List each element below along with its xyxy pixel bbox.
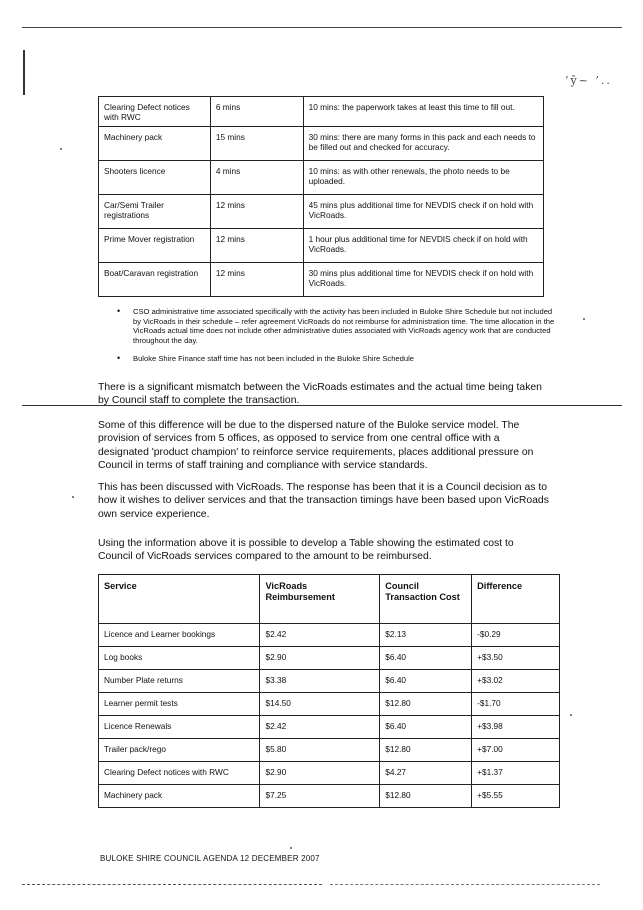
reimbursement-cell: $2.90	[260, 762, 380, 785]
actual-time-cell: 1 hour plus additional time for NEVDIS check if on hold with VicRoads.	[303, 229, 543, 263]
reimbursement-cell: $3.38	[260, 670, 380, 693]
scan-speck	[72, 496, 74, 498]
body-paragraph: Some of this difference will be due to the dispersed nature of the Buloke service model. The provision of services from 5 offices, as opposed to service from one central office with a designated 'product champion' to reinforce service requirements, places additional pressure on Council in terms of staff training and compliance with service standards.	[98, 420, 534, 472]
bottom-rule	[22, 884, 322, 885]
bottom-rule	[330, 884, 600, 885]
scan-speck	[570, 714, 572, 716]
table-row	[99, 624, 560, 647]
difference-cell: +$3.98	[472, 716, 560, 739]
vicroads-time-cell: 12 mins	[210, 229, 303, 263]
table-row	[99, 97, 544, 127]
bullet-icon: •	[117, 353, 121, 364]
list-item	[117, 307, 557, 345]
body-paragraph: Using the information above it is possible to develop a Table showing the estimated cost to Council of VicRoads services compared to the amount to be reimbursed.	[98, 538, 514, 563]
difference-cell: -$1.70	[472, 693, 560, 716]
cost-cell: $12.80	[380, 739, 472, 762]
vicroads-time-cell: 12 mins	[210, 195, 303, 229]
service-cell: Clearing Defect notices with RWC	[99, 762, 260, 785]
service-cell: Trailer pack/rego	[99, 739, 260, 762]
activity-cell: Prime Mover registration	[99, 229, 211, 263]
difference-cell: +$5.55	[472, 785, 560, 808]
reimbursement-cell: $2.42	[260, 624, 380, 647]
table-header-row	[99, 575, 560, 624]
reimbursement-cell: $2.90	[260, 647, 380, 670]
actual-time-cell: 45 mins plus additional time for NEVDIS check if on hold with VicRoads.	[303, 195, 543, 229]
table-row	[99, 229, 544, 263]
service-cell: Licence Renewals	[99, 716, 260, 739]
cost-cell: $4.27	[380, 762, 472, 785]
table-row	[99, 195, 544, 229]
vicroads-time-cell: 12 mins	[210, 263, 303, 297]
service-cell: Licence and Learner bookings	[99, 624, 260, 647]
reimbursement-cell: $5.80	[260, 739, 380, 762]
activity-cell: Car/Semi Trailer registrations	[99, 195, 211, 229]
service-cell: Log books	[99, 647, 260, 670]
vicroads-time-cell: 15 mins	[210, 127, 303, 161]
cost-cell: $6.40	[380, 670, 472, 693]
actual-time-cell: 10 mins: as with other renewals, the photo needs to be uploaded.	[303, 161, 543, 195]
table-row	[99, 716, 560, 739]
service-cell: Learner permit tests	[99, 693, 260, 716]
list-item	[117, 354, 557, 364]
table-row	[99, 785, 560, 808]
cost-cell: $6.40	[380, 716, 472, 739]
strike-rule	[22, 405, 622, 406]
scan-speck	[60, 148, 62, 150]
actual-time-cell: 30 mins plus additional time for NEVDIS check if on hold with VicRoads.	[303, 263, 543, 297]
table-row	[99, 739, 560, 762]
time-comparison-table	[98, 96, 544, 297]
cost-cell: $12.80	[380, 693, 472, 716]
activity-cell: Shooters licence	[99, 161, 211, 195]
cost-cell: $12.80	[380, 785, 472, 808]
page-footer: BULOKE SHIRE COUNCIL AGENDA 12 DECEMBER 2007	[100, 854, 320, 863]
reimbursement-cell: $2.42	[260, 716, 380, 739]
handwritten-mark: ‘ȳ~ ’..	[565, 74, 612, 87]
column-header-service: Service	[99, 575, 260, 624]
margin-bar	[23, 50, 25, 95]
difference-cell: -$0.29	[472, 624, 560, 647]
cost-comparison-table	[98, 574, 560, 808]
service-cell: Machinery pack	[99, 785, 260, 808]
table-row	[99, 762, 560, 785]
notes-list	[117, 307, 557, 373]
table-row	[99, 647, 560, 670]
vicroads-time-cell: 4 mins	[210, 161, 303, 195]
body-paragraph: This has been discussed with VicRoads. The response has been that it is a Council decision as to how it wishes to deliver services and that the transaction timings have been based upon VicRoads own service experience.	[98, 482, 549, 520]
difference-cell: +$7.00	[472, 739, 560, 762]
table-row	[99, 693, 560, 716]
column-header-reimbursement: VicRoads Reimbursement	[260, 575, 380, 624]
cost-cell: $6.40	[380, 647, 472, 670]
activity-cell: Clearing Defect notices with RWC	[99, 97, 211, 127]
activity-cell: Machinery pack	[99, 127, 211, 161]
bullet-icon: •	[117, 306, 121, 316]
top-rule	[22, 27, 622, 28]
difference-cell: +$1.37	[472, 762, 560, 785]
table-row	[99, 161, 544, 195]
reimbursement-cell: $7.25	[260, 785, 380, 808]
scan-speck	[290, 847, 292, 849]
column-header-difference: Difference	[472, 575, 560, 624]
service-cell: Number Plate returns	[99, 670, 260, 693]
reimbursement-cell: $14.50	[260, 693, 380, 716]
actual-time-cell: 10 mins: the paperwork takes at least this time to fill out.	[303, 97, 543, 127]
cost-cell: $2.13	[380, 624, 472, 647]
column-header-cost: Council Transaction Cost	[380, 575, 472, 624]
note-text: Buloke Shire Finance staff time has not been included in the Buloke Shire Schedule	[133, 354, 415, 364]
table-row	[99, 127, 544, 161]
note-text: CSO administrative time associated specifically with the activity has been included in Buloke Shire Schedule but not included by VicRoads in their schedule – refer agreement VicRoads do not reimburse for administration time. The time allocation in the VicRoads actual time does not include other administrative duties associated with VicRoads agency work that are conducted throughout the day.	[133, 307, 555, 345]
activity-cell: Boat/Caravan registration	[99, 263, 211, 297]
actual-time-cell: 30 mins: there are many forms in this pack and each needs to be filled out and checked for accuracy.	[303, 127, 543, 161]
body-paragraph: There is a significant mismatch between the VicRoads estimates and the actual time being taken by Council staff to complete the transaction.	[98, 382, 542, 407]
vicroads-time-cell: 6 mins	[210, 97, 303, 127]
difference-cell: +$3.02	[472, 670, 560, 693]
table-row	[99, 263, 544, 297]
table-row	[99, 670, 560, 693]
scan-speck	[583, 318, 585, 320]
difference-cell: +$3.50	[472, 647, 560, 670]
